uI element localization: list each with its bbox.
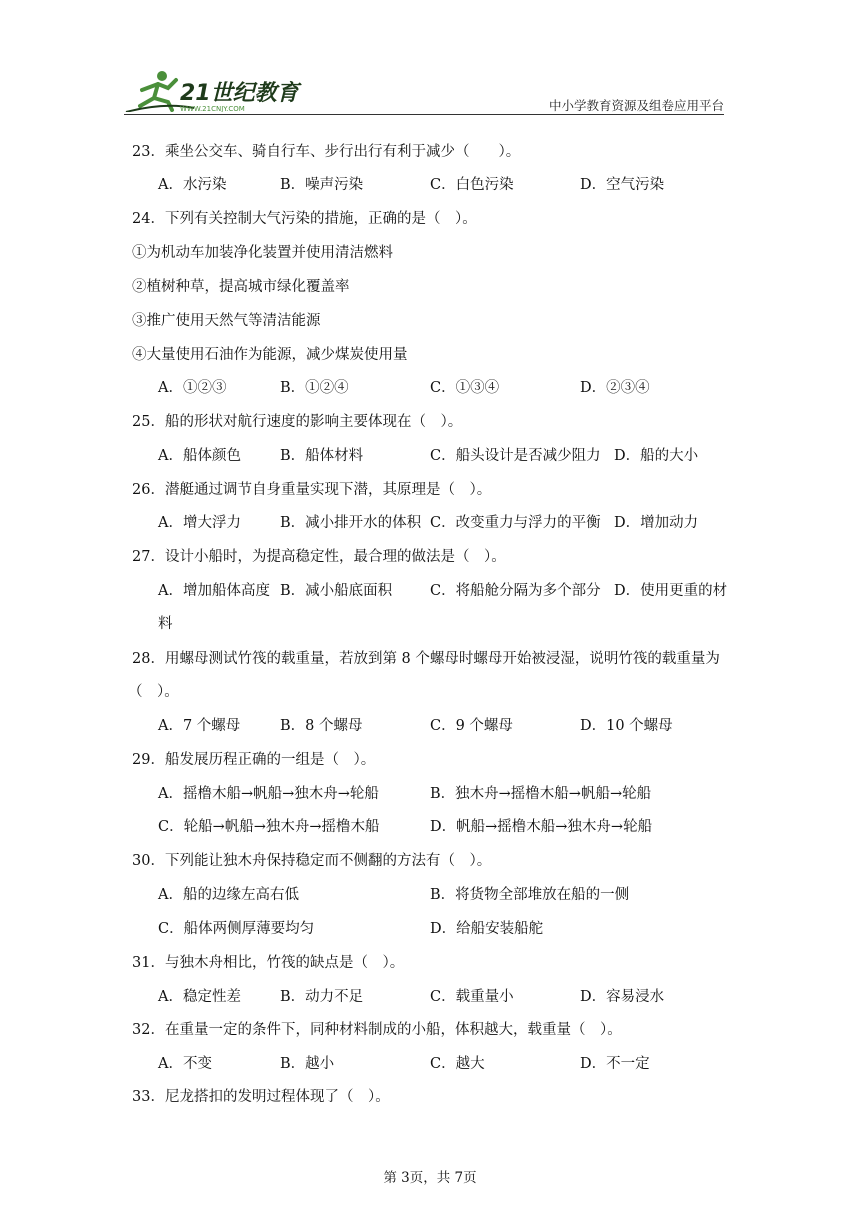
answer-option: B．①②④: [280, 380, 349, 396]
question-stem-line: ④大量使用石油作为能源，减少煤炭使用量: [132, 347, 408, 363]
answer-option: C．越大: [430, 1056, 485, 1072]
answer-option: A．船体颜色: [158, 448, 241, 464]
answer-option: C．9 个螺母: [430, 718, 513, 734]
answer-option: B．将货物全部堆放在船的一侧: [430, 887, 630, 903]
answer-option: D．②③④: [580, 380, 650, 396]
answer-option: C．将船舱分隔为多个部分: [430, 583, 601, 599]
answer-option: D．给船安装船舵: [430, 921, 544, 937]
page-header: [124, 68, 724, 114]
answer-option: D．容易浸水: [580, 989, 665, 1005]
answer-option: D．使用更重的材: [614, 583, 728, 599]
answer-option: A．增大浮力: [158, 515, 241, 531]
question-stem: 23．乘坐公交车、骑自行车、步行出行有利于减少（ ）。: [132, 144, 521, 160]
logo-main-text: 21世纪教育: [180, 81, 299, 106]
answer-option: B．减小船底面积: [280, 583, 393, 599]
question-stem: 30．下列能让独木舟保持稳定而不侧翻的方法有（ ）。: [132, 853, 492, 869]
question-stem: 31．与独木舟相比，竹筏的缺点是（ ）。: [132, 955, 405, 971]
question-stem: 26．潜艇通过调节自身重量实现下潜，其原理是（ ）。: [132, 482, 492, 498]
question-stem: 33．尼龙搭扣的发明过程体现了（ ）。: [132, 1089, 390, 1105]
page-footer: 第 3页，共 7页: [383, 1170, 477, 1186]
answer-option: C．船体两侧厚薄要均匀: [158, 921, 315, 937]
answer-option: B．动力不足: [280, 989, 364, 1005]
answer-option: B．减小排开水的体积: [280, 515, 422, 531]
answer-option: A．不变: [158, 1056, 212, 1072]
answer-option: A．船的边缘左高右低: [158, 887, 299, 903]
answer-option: A．①②③: [158, 380, 227, 396]
answer-option: D．不一定: [580, 1056, 650, 1072]
question-stem: 25．船的形状对航行速度的影响主要体现在（ ）。: [132, 414, 463, 430]
logo-sub-text: WWW.21CNJY.COM: [180, 105, 245, 112]
question-stem: 32．在重量一定的条件下，同种材料制成的小船，体积越大，载重量（ ）。: [132, 1022, 622, 1038]
question-stem-line: ①为机动车加装净化装置并使用清洁燃料: [132, 245, 393, 261]
answer-option: C．改变重力与浮力的平衡: [430, 515, 601, 531]
answer-option: A．7 个螺母: [158, 718, 241, 734]
answer-option: C．轮船→帆船→独木舟→摇橹木船: [158, 819, 380, 835]
answer-option: C．船头设计是否减少阻力: [430, 448, 601, 464]
platform-name: 中小学教育资源及组卷应用平台: [548, 98, 724, 113]
answer-option-continuation: 料: [158, 616, 173, 632]
question-stem: 29．船发展历程正确的一组是（ ）。: [132, 752, 376, 768]
logo-21cnjy: [124, 68, 304, 112]
question-stem: 24．下列有关控制大气污染的措施，正确的是（ ）。: [132, 211, 477, 227]
answer-option: C．①③④: [430, 380, 500, 396]
answer-option: C．载重量小: [430, 989, 514, 1005]
question-stem-line: ③推广使用天然气等清洁能源: [132, 313, 321, 329]
answer-option: D．空气污染: [580, 177, 665, 193]
answer-option: A．增加船体高度: [158, 583, 270, 599]
answer-option: D．帆船→摇橹木船→独木舟→轮船: [430, 819, 653, 835]
question-stem: 27．设计小船时，为提高稳定性，最合理的做法是（ ）。: [132, 549, 506, 565]
answer-option: C．白色污染: [430, 177, 514, 193]
answer-option: A．稳定性差: [158, 989, 241, 1005]
answer-option: B．噪声污染: [280, 177, 364, 193]
answer-option: B．船体材料: [280, 448, 364, 464]
answer-option: D．船的大小: [614, 448, 699, 464]
answer-option: D．增加动力: [614, 515, 699, 531]
answer-option: B．越小: [280, 1056, 335, 1072]
header-rule: [124, 114, 724, 115]
answer-option: D．10 个螺母: [580, 718, 673, 734]
answer-option: A．摇橹木船→帆船→独木舟→轮船: [158, 786, 379, 802]
question-stem: 28．用螺母测试竹筏的载重量，若放到第 8 个螺母时螺母开始被浸湿，说明竹筏的载重量为: [132, 651, 720, 667]
answer-option: B．独木舟→摇橹木船→帆船→轮船: [430, 786, 652, 802]
question-stem-line: （ ）。: [128, 684, 179, 700]
question-stem-line: ②植树种草，提高城市绿化覆盖率: [132, 279, 350, 295]
answer-option: B．8 个螺母: [280, 718, 363, 734]
answer-option: A．水污染: [158, 177, 227, 193]
